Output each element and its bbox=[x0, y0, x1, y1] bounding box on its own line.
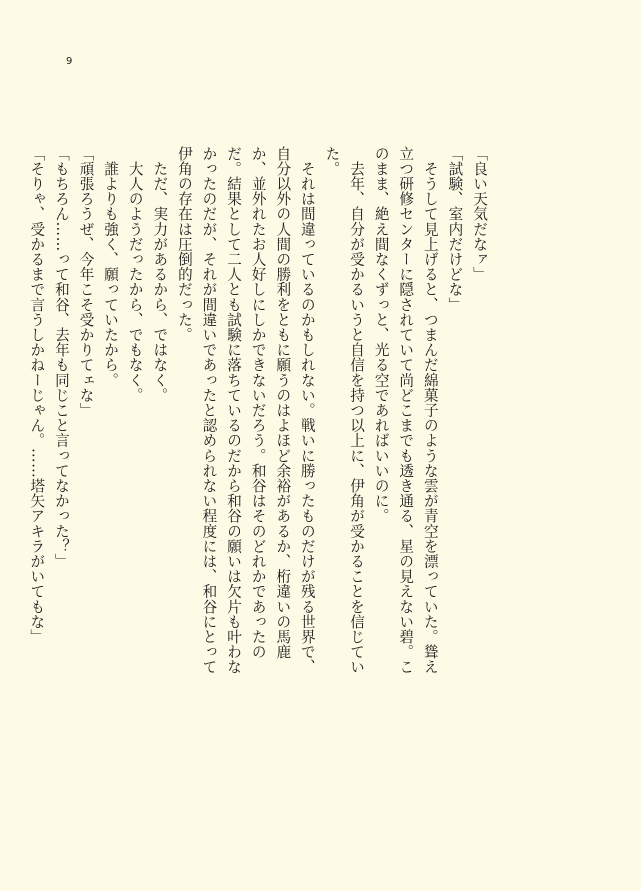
text-line: ただ、実力があるから、ではなく。 bbox=[151, 146, 169, 403]
text-line: 「そりゃ、受かるまで言うしかねーじゃん。……塔矢アキラがいてもな」 bbox=[28, 146, 46, 645]
text-line: 去年、自分が受かるいうと自信を持つ以上に、伊角が受かることを信じていた。 bbox=[323, 146, 366, 675]
text-line: 誰よりも強く、願っていたから。 bbox=[102, 146, 120, 388]
text-line: それは間違っているのかもしれない。戦いに勝ったものだけが残る世界で、自分以外の人間の勝利をともに願うのはよほど余裕があるか、桁違いの馬鹿か、並外れたお人好しにしかできないだろう。和谷はそのどれかであったのだ。結果として二人とも試験に落ちているのだから和谷の願いは欠片も叶わなかったのだが、それが間違いであったと認められない程度には、和谷にとって伊角の存在は圧倒的だった。 bbox=[175, 146, 316, 675]
page-number: 9 bbox=[66, 56, 73, 67]
body-text bbox=[28, 146, 491, 676]
text-line: 「良い天気だなァ」 bbox=[471, 146, 488, 282]
text-line: 大人のようだったから、でもなく。 bbox=[126, 146, 144, 403]
text-line: 「頑張ろうぜ、今年こそ受かりてェな」 bbox=[77, 146, 95, 418]
text-line: そうして見上げると、つまんだ綿菓子のような雲が青空を漂っていた。聳え立つ研修センターに隠されていて尚どこまでも透き通る、星の見えない碧。このまま、絶え間なくずっと、光る空であればいいのに。 bbox=[372, 146, 439, 675]
text-line: 「もちろん……って和谷、去年も同じこと言ってなかった？」 bbox=[52, 146, 70, 569]
text-line: 「試験、室内だけどな」 bbox=[446, 146, 464, 313]
